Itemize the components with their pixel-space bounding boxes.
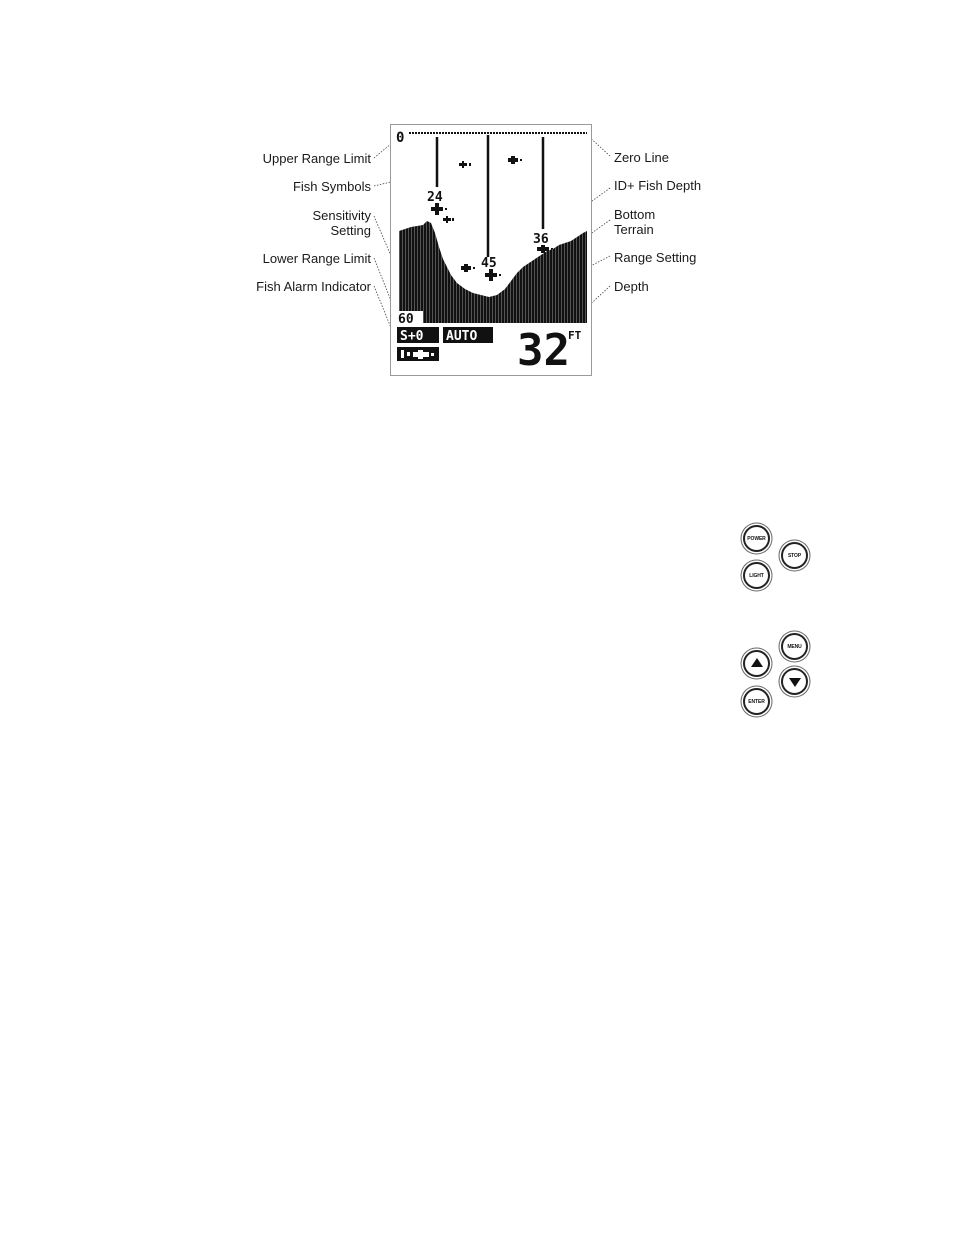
sonar-display-graphic: [391, 125, 591, 375]
menu-button[interactable]: [781, 633, 808, 660]
stop-button[interactable]: [781, 542, 808, 569]
sensitivity-setting-value: S+0: [400, 329, 424, 344]
enter-button-label: ENTER: [748, 698, 765, 705]
label-range-setting: Range Setting: [614, 250, 697, 265]
fish-symbol-icon: [461, 264, 475, 272]
fish-depth-label: 36: [533, 232, 549, 247]
control-keypad: [736, 520, 816, 728]
down-arrow-button[interactable]: [781, 668, 808, 695]
label-id-fish-depth: ID+ Fish Depth: [614, 178, 702, 193]
fish-symbol-icon: [459, 161, 471, 168]
fish-depth-label: 45: [481, 256, 497, 271]
up-arrow-button[interactable]: [743, 650, 770, 677]
fish-alarm-icon: [397, 347, 439, 361]
label-sensitivity-setting: Sensitivity Setting: [312, 208, 371, 238]
fish-symbol-icon: [443, 216, 454, 223]
power-button-label: POWER: [747, 535, 766, 542]
upper-range-value: 0: [396, 130, 405, 146]
range-setting-value: AUTO: [446, 329, 478, 344]
enter-button[interactable]: [743, 688, 770, 715]
label-lower-range-limit: Lower Range Limit: [262, 251, 371, 266]
label-zero-line: Zero Line: [614, 150, 669, 165]
triangle-down-icon: [789, 678, 801, 687]
sonar-display-screen: [390, 124, 592, 376]
label-depth: Depth: [614, 279, 649, 294]
light-button-label: LIGHT: [749, 572, 764, 579]
menu-button-label: MENU: [787, 643, 802, 650]
fish-depth-label: 24: [427, 190, 443, 205]
stop-button-label: STOP: [787, 552, 802, 559]
triangle-up-icon: [751, 658, 763, 667]
fish-symbol-icon: [508, 156, 522, 164]
label-fish-symbols: Fish Symbols: [292, 179, 371, 194]
label-fish-alarm-indicator: Fish Alarm Indicator: [256, 279, 371, 294]
label-bottom-terrain: Bottom Terrain: [614, 207, 656, 237]
depth-value: 32: [517, 325, 570, 375]
light-button[interactable]: [743, 562, 770, 589]
depth-unit: FT: [568, 329, 582, 342]
label-upper-range-limit: Upper Range Limit: [262, 151, 371, 166]
lower-range-value: 60: [398, 312, 414, 327]
power-button[interactable]: [743, 525, 770, 552]
